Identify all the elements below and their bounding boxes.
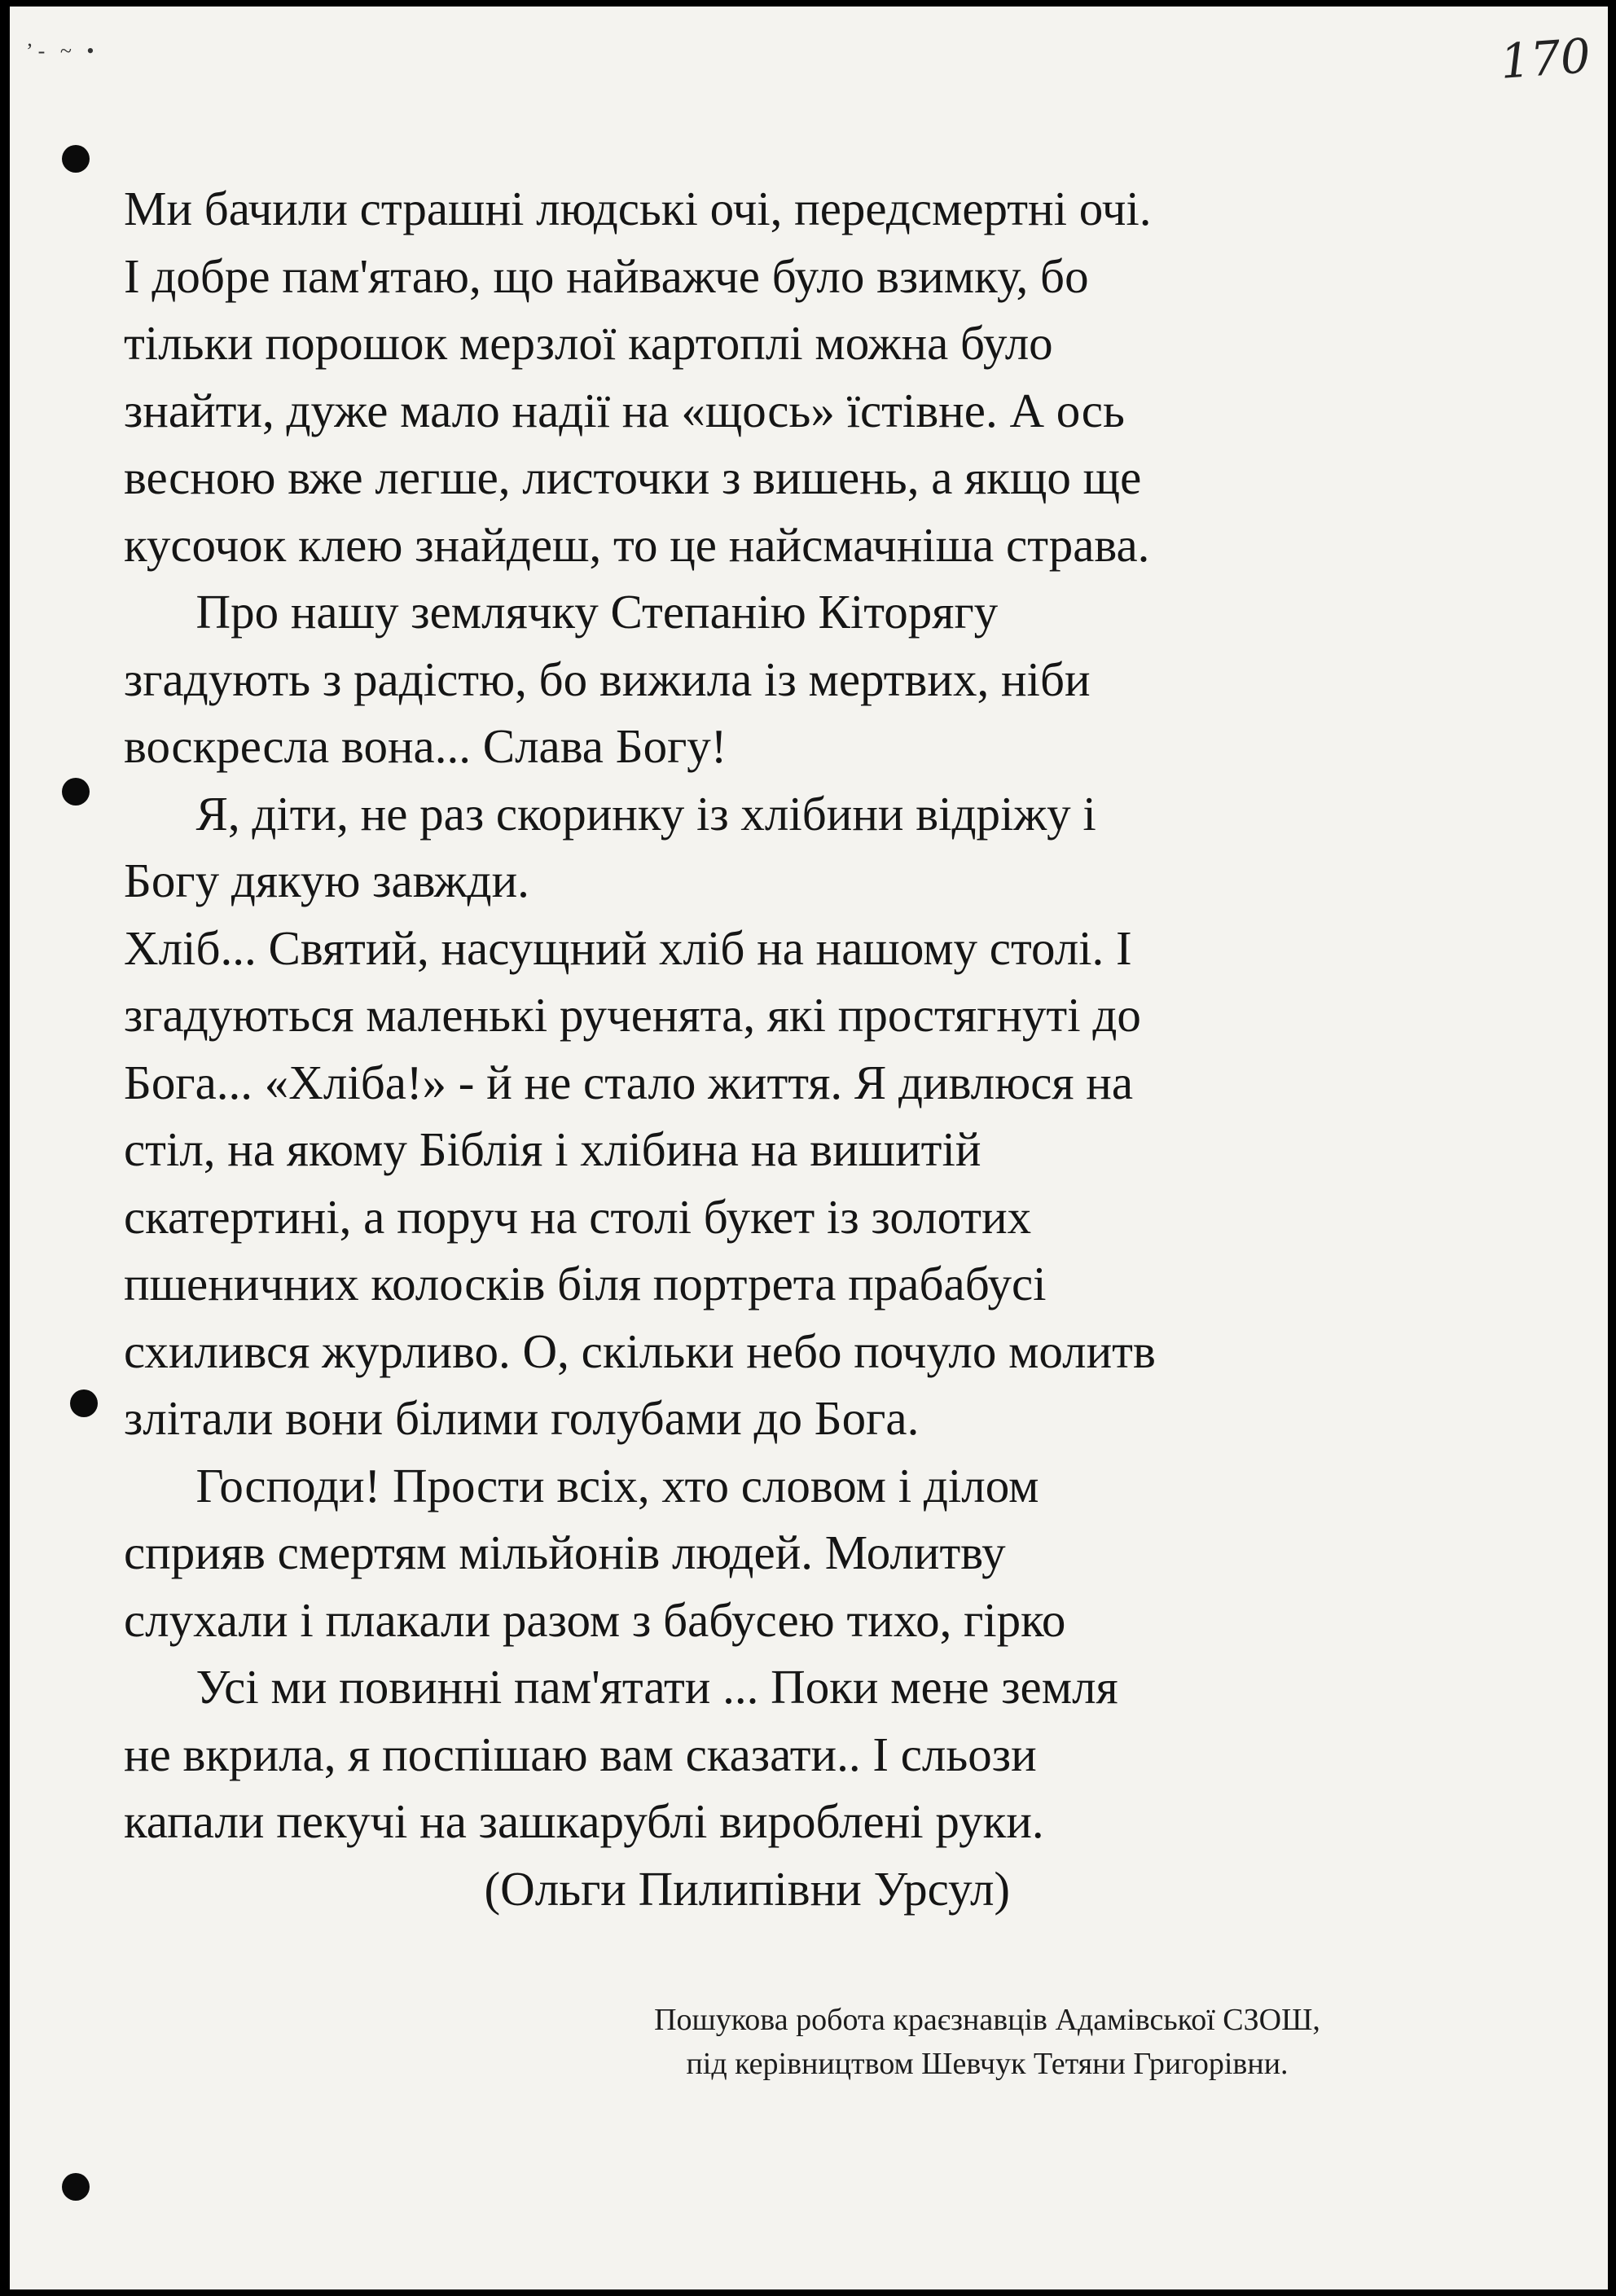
document-page <box>10 7 1608 2289</box>
text-line: схилився журливо. О, скільки небо почуло молитв <box>124 1324 1156 1378</box>
text-line: скатертині, а поруч на столі букет із золотих <box>124 1189 1032 1244</box>
text-line: злітали вони білими голубами до Бога. <box>124 1391 920 1445</box>
text-line: Про нашу землячку Степанію Кіторягу <box>124 585 999 639</box>
footer-line: Пошукова робота краєзнавців Адамівської СЗОШ, <box>654 2003 1320 2037</box>
text-line: Хліб... Святий, насущний хліб на нашому столі. І <box>124 920 1132 975</box>
punch-hole <box>62 2173 90 2201</box>
corner-mark: ʼ- ~ • <box>26 39 99 63</box>
text-line: Я, діти, не раз скоринку із хлібини відріжу і <box>124 786 1096 841</box>
footer-credit <box>572 1998 1403 2086</box>
text-line: Богу дякую завжди. <box>124 854 529 907</box>
footer-line: під керівництвом Шевчук Тетяни Григорівни. <box>686 2047 1289 2081</box>
punch-hole <box>70 1389 98 1417</box>
text-line: не вкрила, я поспішаю вам сказати.. І сльози <box>124 1727 1037 1781</box>
body-text <box>124 175 1508 1922</box>
punch-hole <box>62 145 90 173</box>
text-line: капали пекучі на зашкарублі вироблені руки. <box>124 1794 1044 1848</box>
text-line: (Ольги Пилипівни Урсул) <box>124 1861 1011 1916</box>
text-line: І добре пам'ятаю, що найважче було взимку, бо <box>124 248 1089 303</box>
text-line: слухали і плакали разом з бабусею тихо, гірко <box>124 1592 1066 1647</box>
text-line: знайти, дуже мало надії на «щось» їстівне. А ось <box>124 383 1125 437</box>
text-line: Господи! Прости всіх, хто словом і ділом <box>124 1458 1039 1512</box>
text-line: тільки порошок мерзлої картоплі можна було <box>124 316 1053 370</box>
text-line: Усі ми повинні пам'ятати ... Поки мене земля <box>124 1660 1118 1714</box>
handwritten-page-number: 170 <box>1498 28 1592 90</box>
text-line: воскресла вона... Слава Богу! <box>124 719 727 773</box>
text-line: кусочок клею знайдеш, то це найсмачніша страва. <box>124 517 1150 572</box>
text-line: стіл, на якому Біблія і хлібина на вишитій <box>124 1122 981 1176</box>
text-line: згадують з радістю, бо вижила із мертвих, ніби <box>124 652 1091 706</box>
text-line: Бога... «Хліба!» - й не стало життя. Я дивлюся на <box>124 1055 1134 1109</box>
text-line: сприяв смертям мільйонів людей. Молитву <box>124 1526 1006 1579</box>
punch-hole <box>62 778 90 806</box>
text-line: весною вже легше, листочки з вишень, а якщо ще <box>124 450 1142 504</box>
text-line: Ми бачили страшні людські очі, передсмертні очі. <box>124 182 1152 235</box>
text-line: згадуються маленькі рученята, які простягнуті до <box>124 988 1141 1042</box>
text-line: пшеничних колосків біля портрета прабабусі <box>124 1257 1047 1310</box>
